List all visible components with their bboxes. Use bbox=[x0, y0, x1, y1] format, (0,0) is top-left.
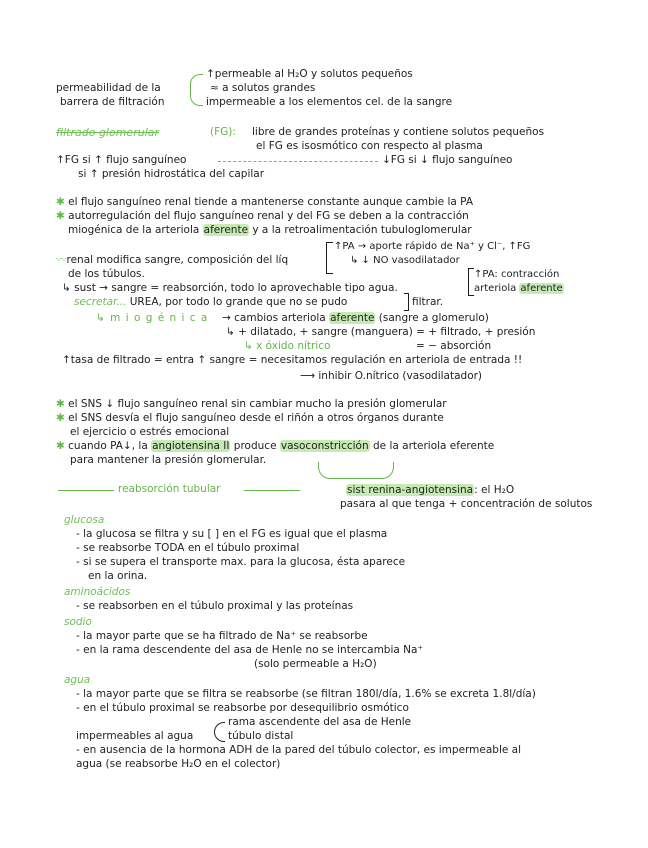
aminoacidos-heading: aminoácidos bbox=[64, 586, 131, 598]
pa-arteriola: arteriola aferente bbox=[474, 283, 563, 294]
auto-bullet-2: ✱ autorregulación del flujo sanguíneo renal y del FG se deben a la contracción bbox=[56, 210, 469, 222]
renal-modifica: 〰renal modifica sangre, composición del líq bbox=[56, 254, 289, 266]
glucosa-1: - la glucosa se filtra y su [ ] en el FG es igual que el plasma bbox=[76, 528, 388, 540]
reabs-rule-right bbox=[244, 490, 300, 491]
fg-abbr: (FG): bbox=[210, 126, 236, 138]
sns-bullet-1: ✱ el SNS ↓ flujo sanguíneo renal sin cambiar mucho la presión glomerular bbox=[56, 398, 447, 410]
agua-6: agua (se reabsorbe H₂O en el colector) bbox=[76, 758, 281, 770]
fg-definition-2: el FG es isosmótico con respecto al plasma bbox=[256, 140, 483, 152]
aminoacidos-1: - se reabsorben en el túbulo proximal y las proteínas bbox=[76, 600, 354, 612]
agua-2: - en el túbulo proximal se reabsorbe por desequilibrio osmótico bbox=[76, 702, 409, 714]
pa-bracket bbox=[326, 242, 333, 274]
agua-3: rama ascendente del asa de Henle bbox=[228, 716, 412, 728]
permeabilidad-brace bbox=[190, 74, 203, 106]
pa-up: ↑PA → aporte rápido de Na⁺ y Cl⁻, ↑FG bbox=[334, 241, 531, 252]
fg-increase: ↑FG si ↑ flujo sanguíneo bbox=[56, 154, 187, 166]
sodio-2: - en la rama descendente del asa de Henle no se intercambia Na⁺ bbox=[76, 644, 423, 656]
absorcion: = − absorción bbox=[416, 340, 492, 352]
glucosa-3: - si se supera el transporte max. para la glucosa, ésta aparece bbox=[76, 556, 406, 568]
fg-title: filtrado glomerular bbox=[56, 126, 160, 139]
glucosa-heading: glucosa bbox=[64, 514, 105, 526]
filtrar-bracket bbox=[404, 293, 409, 311]
sns-bullet-2b: el ejercicio o estrés emocional bbox=[70, 426, 230, 438]
bullet-star-icon: ✱ bbox=[56, 196, 69, 208]
sist-renina: sist renina-angiotensina: el H₂O bbox=[347, 484, 515, 496]
auto-bullet-2b: miogénica de la arteriola aferente y a la retroalimentación tubuloglomerular bbox=[68, 224, 472, 236]
cambios-arteriola: → cambios arteriola aferente (sangre a glomerulo) bbox=[222, 312, 489, 324]
sns-curly-brace bbox=[318, 462, 394, 479]
sust-reabsorcion: ↳ sust → sangre = reabsorción, todo lo aprovechable tipo agua. bbox=[62, 282, 398, 294]
permeabilidad-label-2: barrera de filtración bbox=[60, 96, 165, 108]
pa-contraccion: ↑PA: contracción bbox=[474, 269, 560, 280]
fg-decrease: ↓FG si ↓ flujo sanguíneo bbox=[382, 154, 513, 166]
secretar-line: secretar... UREA, por todo lo grande que no se pudo bbox=[74, 296, 348, 308]
fg-pressure: si ↑ presión hidrostática del capilar bbox=[78, 168, 265, 180]
sns-bullet-3b: para mantener la presión glomerular. bbox=[70, 454, 267, 466]
sns-bullet-3: ✱ cuando PA↓, la angiotensina II produce vasoconstricción de la arteriola eferente bbox=[56, 440, 495, 452]
inhibir-oxido: ⟶ inhibir O.nítrico (vasodilatador) bbox=[300, 370, 483, 382]
agua-brace bbox=[214, 722, 225, 742]
reabs-rule-left bbox=[58, 490, 114, 491]
pa-down: ↳ ↓ NO vasodilatador bbox=[350, 255, 460, 266]
glucosa-4: en la orina. bbox=[88, 570, 148, 582]
agua-5: - en ausencia de la hormona ADH de la pared del túbulo colector, es impermeable al bbox=[76, 744, 522, 756]
sist-renina-2: pasara al que tenga + concentración de solutos bbox=[340, 498, 593, 510]
renal-tubulos: de los túbulos. bbox=[68, 268, 145, 280]
tasa-filtrado: ↑tasa de filtrado = entra ↑ sangre = necesitamos regulación en arteriola de entrada !! bbox=[62, 354, 523, 366]
agua-impermeables: impermeables al agua bbox=[76, 730, 194, 742]
bullet-star-icon: ✱ bbox=[56, 210, 69, 222]
permeabilidad-item-3: impermeable a los elementos cel. de la sangre bbox=[206, 96, 453, 108]
sodio-3: (solo permeable a H₂O) bbox=[254, 658, 377, 670]
permeabilidad-item-1: ↑permeable al H₂O y solutos pequeños bbox=[206, 68, 413, 80]
permeabilidad-label: permeabilidad de la bbox=[56, 82, 161, 94]
dilatado-line: ↳ + dilatado, + sangre (manguera) = + filtrado, + presión bbox=[226, 326, 536, 338]
agua-1: - la mayor parte que se filtra se reabsorbe (se filtran 180l/día, 1.6% se excreta 1.8l/día) bbox=[76, 688, 536, 700]
agua-4: túbulo distal bbox=[228, 730, 294, 742]
oxido-nitrico: ↳ x óxido nítrico bbox=[244, 340, 331, 352]
filtrar-text: filtrar. bbox=[412, 296, 444, 308]
auto-bullet-1: ✱ el flujo sanguíneo renal tiende a mantenerse constante aunque cambie la PA bbox=[56, 196, 473, 208]
miogenica: ↳ m i o g é n i c a bbox=[96, 312, 209, 324]
glucosa-2: - se reabsorbe TODA en el túbulo proximal bbox=[76, 542, 300, 554]
sns-bullet-2: ✱ el SNS desvía el flujo sanguíneo desde el riñón a otros órganos durante bbox=[56, 412, 444, 424]
fg-definition-1: libre de grandes proteínas y contiene solutos pequeños bbox=[252, 126, 545, 138]
sodio-1: - la mayor parte que se ha filtrado de Na⁺ se reabsorbe bbox=[76, 630, 368, 642]
agua-heading: agua bbox=[64, 674, 91, 686]
permeabilidad-item-2: ≈ a solutos grandes bbox=[210, 82, 316, 94]
sodio-heading: sodio bbox=[64, 616, 92, 628]
reabs-title: reabsorción tubular bbox=[118, 483, 221, 495]
fg-dotted-line bbox=[218, 161, 378, 162]
